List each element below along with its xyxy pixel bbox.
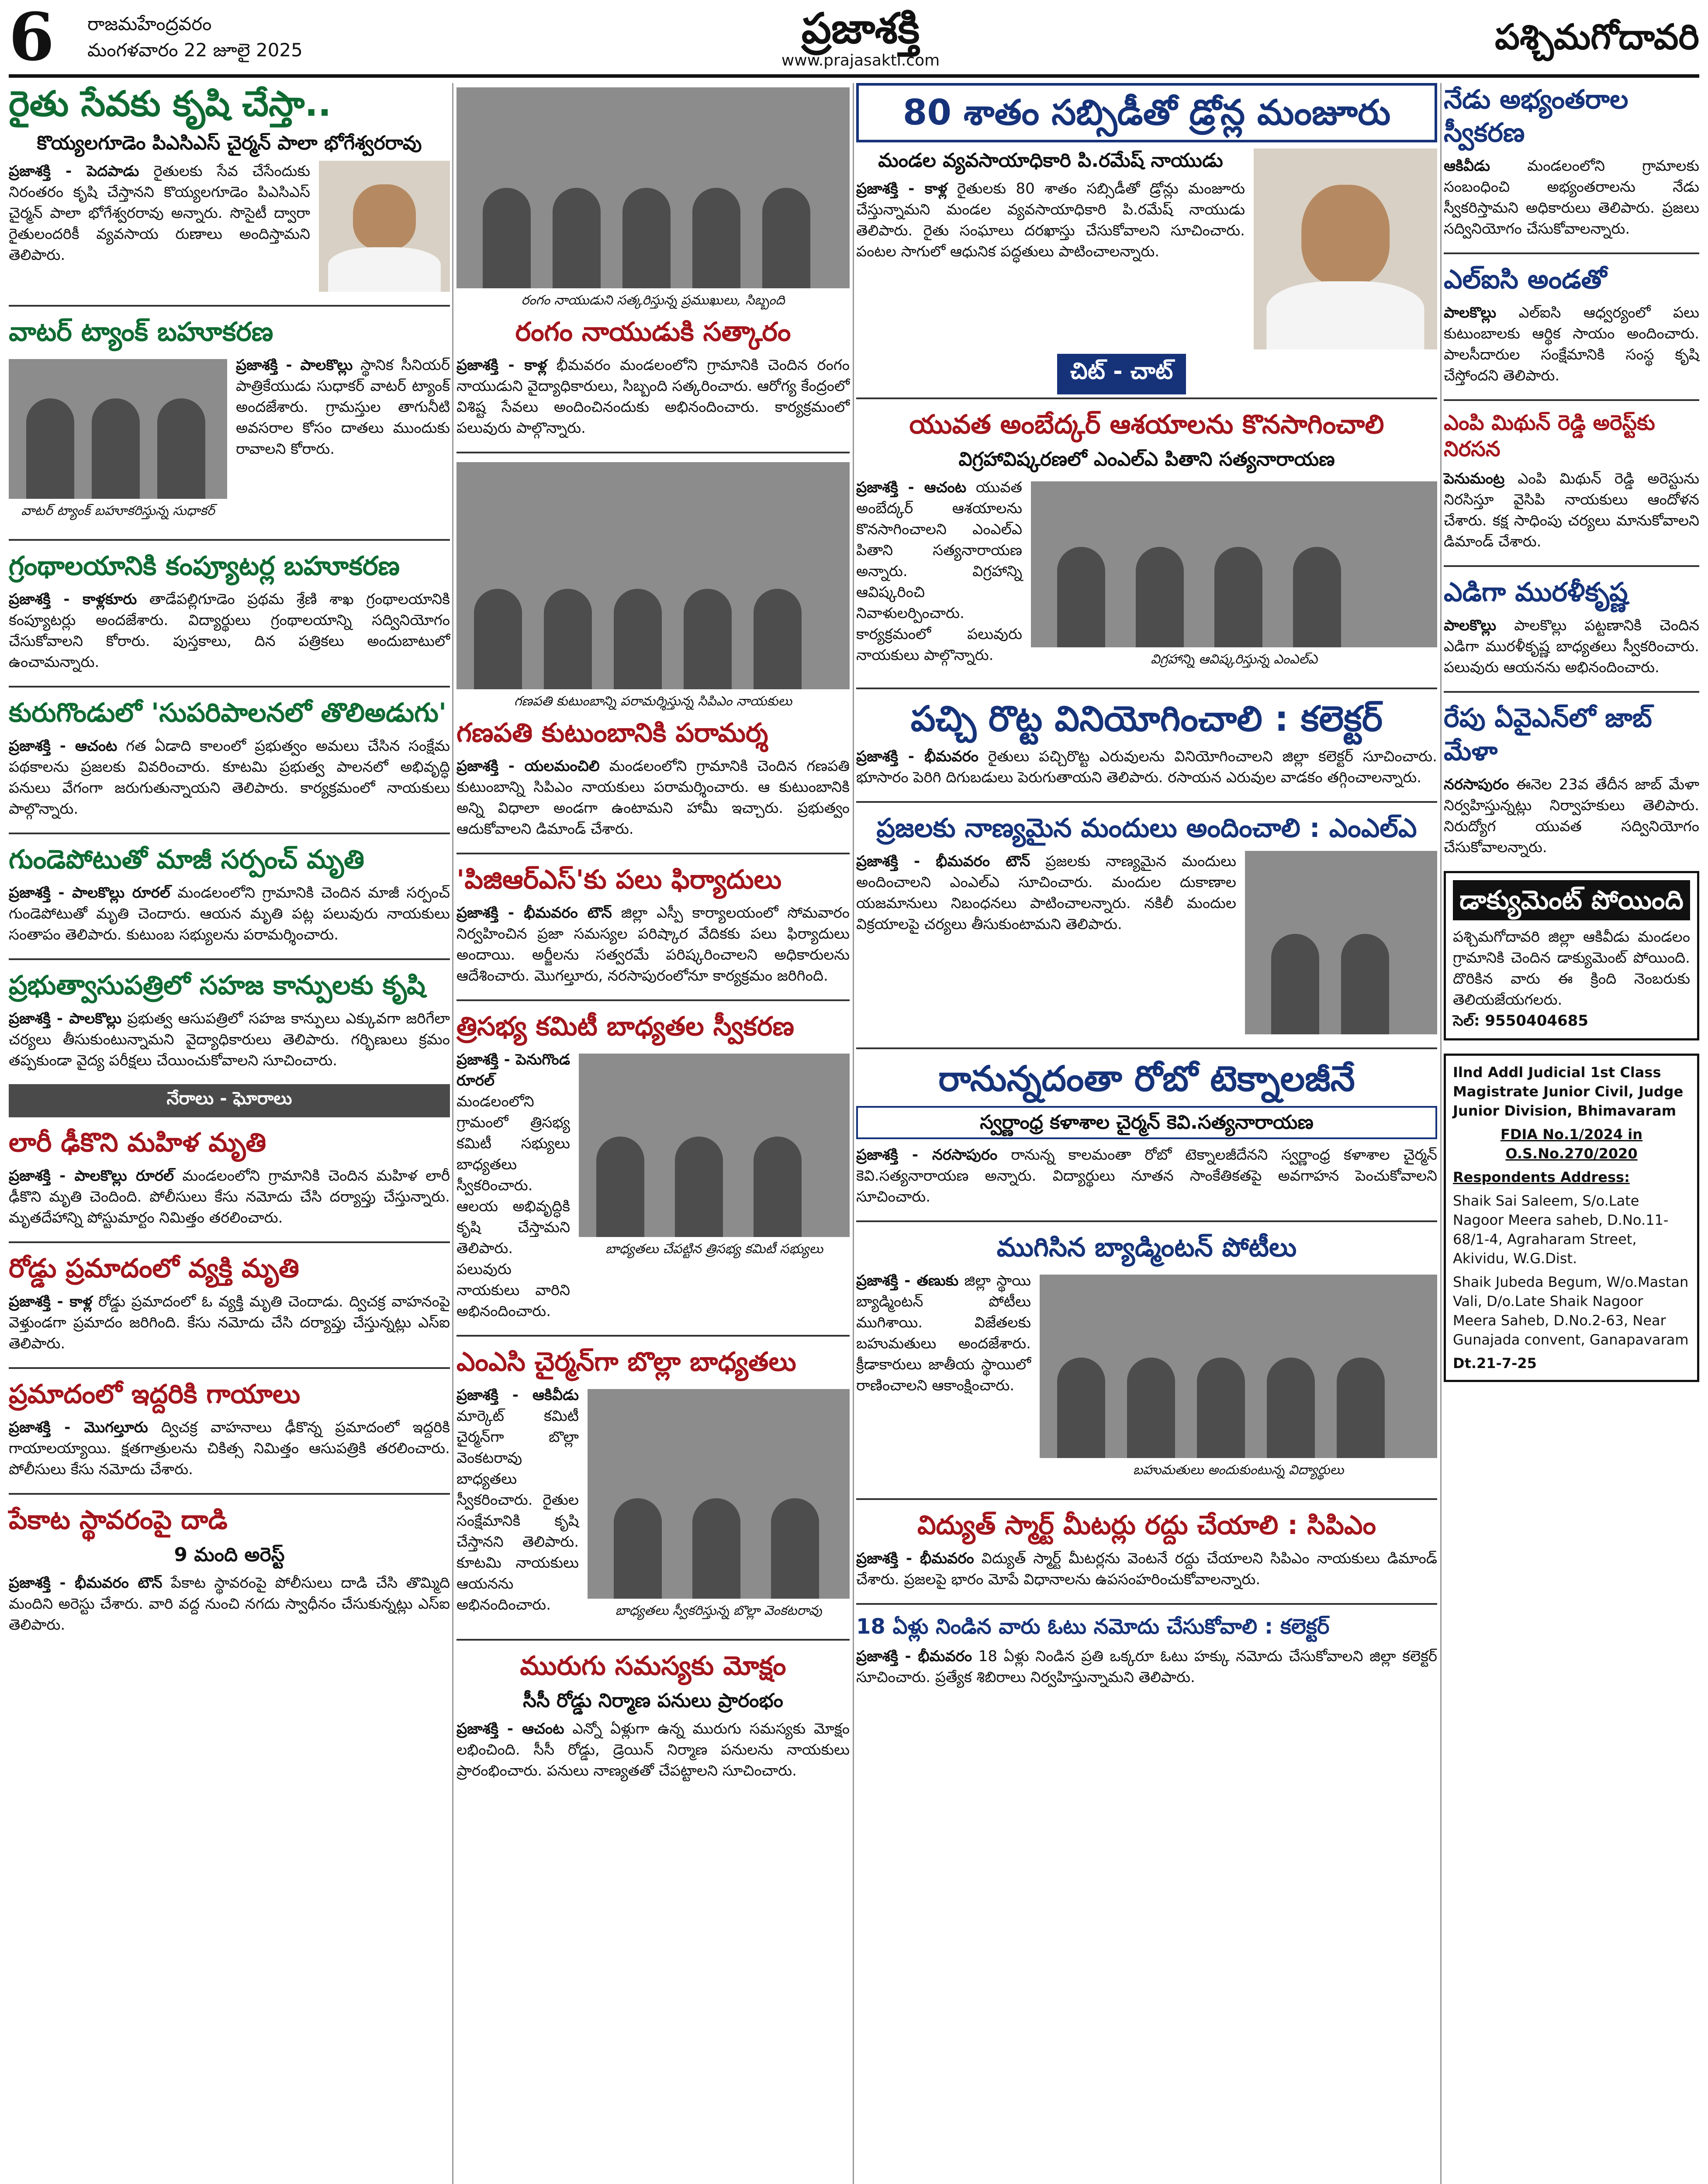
subheadline: కొయ్యలగూడెం పిఎసిఎస్ చైర్మన్ పాలా భోగేశ్వరరావు	[37, 132, 422, 154]
headline: గుండెపోటుతో మాజీ సర్పంచ్ మృతి	[9, 844, 365, 875]
masthead-url: www.prajasakti.com	[781, 52, 940, 69]
dateline: ప్రజాశక్తి - పెనుగొండ రూరల్	[456, 1051, 570, 1089]
article	[456, 462, 850, 840]
respondent-1: Shaik Sai Saleem, S/o.Late Nagoor Meera saheb, D.No.11-68/1-4, Agraharam Street, Akividu, W.G.Dist.	[1453, 1192, 1669, 1267]
headline: ఎడిగా మురళీకృష్ణ	[1444, 577, 1628, 608]
dateline: పాలకొల్లు	[1444, 304, 1497, 321]
dateline: ప్రజాశక్తి - కాళ్ల	[456, 356, 547, 374]
section-bar-crime: నేరాలు - ఘోరాలు	[9, 1084, 450, 1117]
article	[1444, 576, 1699, 678]
respondent-2: Shaik Jubeda Begum, W/o.Mastan Vali, D/o.Late Shaik Nagoor Meera Saheb, D.No.2-63, Near Gunajada convent, Ganapavaram	[1453, 1274, 1689, 1348]
case-number: FDIA No.1/2024 in O.S.No.270/2020	[1500, 1126, 1643, 1162]
dateline: ప్రజాశక్తి - మొగల్తూరు	[9, 1419, 148, 1436]
article	[856, 1509, 1437, 1590]
court-notice	[1444, 1054, 1699, 1382]
photo-caption: వాటర్ ట్యాంక్ బహూకరిస్తున్న సుధాకర్	[21, 503, 215, 518]
article-body: 18 ఏళ్లు నిండిన ప్రతి ఒక్కరూ ఓటు హక్కు నమోదు చేసుకోవాలని జిల్లా కలెక్టర్ సూచించారు. ప్రత్యేక శిబిరాలు నిర్వహిస్తున్నామని తెలిపారు.	[856, 1648, 1437, 1686]
headline: రైతు సేవకు కృషి చేస్తా..	[9, 83, 332, 124]
header-dateline	[87, 11, 303, 63]
classified-ad-lost-document	[1444, 871, 1699, 1040]
article-body: మండలంలోని గ్రామాలకు సంబంధించి అభ్యంతరాలను నేడు స్వీకరిస్తామని అధికారులు తెలిపారు. ప్రజలు సద్వినియోగం చేసుకోవాలన్నారు.	[1444, 157, 1699, 238]
news-photo	[579, 1054, 850, 1237]
article	[9, 1252, 450, 1354]
dateline: ప్రజాశక్తి - పాలకొల్లు	[236, 356, 353, 374]
article	[1444, 410, 1699, 552]
dateline: ఆకివీడు	[1444, 157, 1490, 175]
article	[9, 843, 450, 945]
court-name: Ilnd Addl Judicial 1st Class Magistrate Junior Civil, Judge Junior Division, Bhimavaram	[1453, 1064, 1684, 1119]
article-body: మార్కెట్ కమిటీ చైర్మన్‌గా బొల్లా వెంకటరావు బాధ్యతలు స్వీకరించారు. రైతుల సంక్షేమానికి కృషి చేస్తానని తెలిపారు. కూటమి నాయకులు ఆయనను అభినందించారు.	[456, 1407, 579, 1614]
photo-caption: బాధ్యతలు చేపట్టిన త్రిసభ్య కమిటీ సభ్యులు	[605, 1241, 823, 1257]
headline: వాటర్ ట్యాంక్ బహూకరణ	[9, 317, 273, 347]
article	[856, 1614, 1437, 1688]
article	[9, 1126, 450, 1228]
dateline: ప్రజాశక్తి - కాళ్ల	[856, 180, 947, 197]
column-divider	[452, 83, 453, 2184]
dateline: ప్రజాశక్తి - ఆచంట	[456, 1720, 564, 1738]
article-body: రైతులకు సేవ చేసేందుకు నిరంతరం కృషి చేస్తానని కొయ్యలగూడెం పిఎసిఎస్ చైర్మన్ పాలా భోగేశ్వరరావు అన్నారు. సొసైటీ ద్వారా రైతులందరికీ వ్యవసాయ రుణాలు అందిస్తామని తెలిపారు.	[9, 162, 310, 264]
subheadline: స్వర్ణాంధ్ర కళాశాల చైర్మన్ కెవి.సత్యనారాయణ	[856, 1106, 1437, 1139]
news-photo	[9, 359, 227, 499]
headline: విద్యుత్ స్మార్ట్ మీటర్లు రద్దు చేయాలి : సిపిఎం	[917, 1510, 1376, 1541]
subheadline: మండల వ్యవసాయాధికారి పి.రమేష్ నాయుడు	[878, 149, 1223, 172]
column-4	[1444, 83, 1699, 1382]
article-body: పాలకొల్లు పట్టణానికి చెందిన ఎడిగా మురళీకృష్ణ బాధ్యతలు స్వీకరించారు. పలువురు ఆయనను అభినందించారు.	[1444, 617, 1699, 676]
dateline: ప్రజాశక్తి - నరసాపురం	[856, 1146, 998, 1164]
article	[1444, 702, 1699, 858]
page-header	[9, 0, 1699, 78]
column-1	[9, 83, 450, 1648]
headline: 18 ఏళ్లు నిండిన వారు ఓటు నమోదు చేసుకోవాలి : కలెక్టర్	[856, 1614, 1330, 1639]
ad-body: పశ్చిమగోదావరి జిల్లా ఆకివీడు మండలం గ్రామానికి చెందిన డాక్యుమెంట్ పోయింది. దొరికిన వారు ఈ క్రింది నెంబరుకు తెలియజేయగలరు.	[1453, 928, 1690, 1009]
article-body: యువత అంబేద్కర్ ఆశయాలను కొనసాగించాలని ఎంఎల్ఎ పితాని సత్యనారాయణ అన్నారు. విగ్రహాన్ని ఆవిష్కరించి నివాళులర్పించారు. కార్యక్రమంలో పలువురు నాయకులు పాల్గొన్నారు.	[856, 479, 1023, 664]
ad-title: డాక్యుమెంట్ పోయింది	[1453, 880, 1690, 920]
article	[456, 863, 850, 986]
subheadline: విగ్రహావిష్కరణలో ఎంఎల్ఎ పితాని సత్యనారాయణ	[958, 448, 1335, 470]
article	[9, 969, 450, 1071]
article	[856, 1231, 1437, 1485]
article-body: రైతులు పచ్చిరొట్ట ఎరువులను వినియోగించాలని జిల్లా కలెక్టర్ సూచించారు. భూసారం పెరిగి దిగుబడులు పెరుగుతాయని తెలిపారు. రసాయన ఎరువుల వాడకం తగ్గించాలన్నారు.	[856, 748, 1437, 786]
subheadline: 9 మంది అరెస్ట్	[174, 1544, 285, 1566]
news-photo	[1245, 851, 1437, 1034]
article-body: రైతులకు 80 శాతం సబ్సిడీతో డ్రోన్లు మంజూరు చేస్తున్నామని మండల వ్యవసాయాధికారి పి.రమేష్ నాయుడు తెలిపారు. రైతు సంఘాలు దరఖాస్తు చేసుకోవాలని సూచించారు. పంటల సాగులో ఆధునిక పద్ధతులు పాటించాలన్నారు.	[856, 180, 1245, 260]
article-body: మండలంలోని గ్రామానికి చెందిన గణపతి కుటుంబాన్ని సిపిఎం నాయకులు పరామర్శించారు. ఆ కుటుంబానికి అన్ని విధాలా అండగా ఉంటామని హామీ ఇచ్చారు. ప్రభుత్వం ఆదుకోవాలని డిమాండ్ చేశారు.	[456, 757, 850, 838]
dateline: ప్రజాశక్తి - ఆచంట	[9, 737, 118, 755]
column-divider	[853, 83, 854, 2184]
dateline: ప్రజాశక్తి - భీమవరం	[856, 1648, 972, 1665]
dateline: ప్రజాశక్తి - భీమవరం టౌన్	[9, 1574, 163, 1592]
article	[456, 1649, 850, 1781]
photo-caption: విగ్రహాన్ని ఆవిష్కరిస్తున్న ఎంఎల్ఎ	[1151, 652, 1317, 667]
article-body: ఎన్నో ఏళ్లుగా ఉన్న మురుగు సమస్యకు మోక్షం లభించింది. సీసీ రోడ్డు, డ్రెయిన్ నిర్మాణ పనులను నాయకులు ప్రారంభించారు. పనులు నాణ్యతతో చేపట్టాలని సూచించారు.	[456, 1720, 850, 1780]
headline: రేపు ఏవైఎన్‌లో జాబ్ మేళా	[1444, 703, 1652, 767]
dateline: ప్రజాశక్తి - తణుకు	[856, 1272, 959, 1289]
dateline: పాలకొల్లు	[1444, 617, 1497, 634]
headline: మురుగు సమస్యకు మోక్షం	[520, 1651, 786, 1681]
column-divider	[1440, 83, 1442, 2184]
photo-caption: బహుమతులు అందుకుంటున్న విద్యార్థులు	[1133, 1462, 1344, 1478]
article-body: ప్రభుత్వ ఆసుపత్రిలో సహజ కాన్పులు ఎక్కువగా జరిగేలా చర్యలు తీసుకుంటున్నామని వైద్యాధికారులు తెలిపారు. గర్భిణులు క్రమం తప్పకుండా వైద్య పరీక్షలు చేయించుకోవాలని సూచించారు.	[9, 1010, 450, 1069]
headline: పేకాట స్థావరంపై దాడి	[9, 1505, 228, 1535]
portrait-photo	[1254, 149, 1437, 349]
headline: 'పిజిఆర్ఎస్'కు పలు ఫిర్యాదులు	[456, 864, 782, 895]
photo-caption: రంగం నాయుడుని సత్కరిస్తున్న ప్రముఖులు, సిబ్బంది	[521, 293, 785, 308]
dateline: ప్రజాశక్తి - పాలకొల్లు	[9, 1010, 122, 1027]
article	[1444, 263, 1699, 386]
headline: ప్రజలకు నాణ్యమైన మందులు అందించాలి : ఎంఎల్ఎ	[876, 813, 1417, 843]
dateline: ప్రజాశక్తి - భీమవరం టౌన్	[456, 904, 612, 922]
ad-contact: సెల్: 9550404685	[1453, 1012, 1588, 1030]
dateline: ప్రజాశక్తి - పాలకొల్లు రూరల్	[9, 1167, 174, 1185]
headline: ముగిసిన బ్యాడ్మింటన్ పోటీలు	[996, 1232, 1297, 1263]
dateline: ప్రజాశక్తి - భీమవరం	[856, 748, 978, 765]
portrait-photo	[319, 161, 450, 292]
notice-date: Dt.21-7-25	[1453, 1355, 1537, 1372]
article	[9, 1378, 450, 1480]
news-photo	[456, 462, 850, 689]
article-body: ఎంపి మిథున్ రెడ్డి అరెస్టును నిరసిస్తూ వైసిపి నాయకులు ఆందోళన చేశారు. కక్ష సాధింపు చర్యలు మానుకోవాలని డిమాండ్ చేశారు.	[1444, 470, 1699, 550]
article-body: రానున్న కాలమంతా రోబో టెక్నాలజీదేనని స్వర్ణాంధ్ర కళాశాల చైర్మన్ కెవి.సత్యనారాయణ అన్నారు. విద్యార్థులు నూతన సాంకేతికతపై అవగాహన పెంచుకోవాలని సూచించారు.	[856, 1146, 1437, 1206]
headline: ప్రభుత్వాసుపత్రిలో సహజ కాన్పులకు కృషి	[9, 970, 425, 1001]
article	[456, 1345, 850, 1626]
headline: గ్రంథాలయానికి కంప్యూటర్ల బహూకరణ	[9, 551, 400, 581]
header-date: మంగళవారం 22 జూలై 2025	[87, 39, 303, 61]
article-body: పేకాట స్థావరంపై పోలీసులు దాడి చేసి తొమ్మిది మందిని అరెస్టు చేశారు. వారి వద్ద నుంచి నగదు స్వాధీనం చేసుకున్నట్లు ఎస్ఐ తెలిపారు.	[9, 1574, 450, 1634]
dateline: ప్రజాశక్తి - భీమవరం టౌన్	[856, 853, 1030, 870]
dateline: ప్రజాశక్తి - పాలకొల్లు రూరల్	[9, 884, 170, 902]
article	[9, 315, 450, 526]
article	[9, 696, 450, 819]
news-photo	[1031, 481, 1437, 647]
dateline: ప్రజాశక్తి - కాళ్ల	[9, 1293, 93, 1310]
headline: యువత అంబేద్కర్ ఆశయాలను కొనసాగించాలి	[909, 409, 1384, 440]
article-body: మండలంలోని గ్రామంలో త్రిసభ్య కమిటీ సభ్యులు బాధ్యతలు స్వీకరించారు. ఆలయ అభివృద్ధికి కృషి చేస్తామని తెలిపారు. పలువురు నాయకులు వారిని అభినందించారు.	[456, 1093, 570, 1320]
article-body: జిల్లా స్థాయి బ్యాడ్మింటన్ పోటీలు ముగిశాయి. విజేతలకు బహుమతులు అందజేశారు. క్రీడాకారులు జాతీయ స్థాయిలో రాణించాలని ఆకాంక్షించారు.	[856, 1272, 1031, 1394]
dateline: ప్రజాశక్తి - పెదపాడు	[9, 162, 139, 180]
article	[456, 87, 850, 439]
headline: లారీ ఢీకొని మహిళ మృతి	[9, 1127, 266, 1158]
article	[856, 812, 1437, 1034]
article	[9, 83, 450, 292]
news-photo	[456, 87, 850, 288]
article	[9, 1503, 450, 1635]
article-body: ఎల్ఐసి ఆధ్వర్యంలో పలు కుటుంబాలకు ఆర్థిక సాయం అందించారు. పాలసీదారుల సంక్షేమానికి సంస్థ కృషి చేస్తోందని తెలిపారు.	[1444, 304, 1699, 384]
photo-caption: గణపతి కుటుంబాన్ని పరామర్శిస్తున్న సిపిఎం నాయకులు	[514, 694, 792, 709]
headline: ఎల్ఐసి అండతో	[1444, 264, 1607, 295]
column-2	[456, 83, 850, 1794]
article	[856, 1058, 1437, 1207]
headline: రానున్నదంతా రోబో టెక్నాలజీనే	[938, 1058, 1355, 1099]
headline: ప్రమాదంలో ఇద్దరికి గాయాలు	[9, 1379, 301, 1410]
dateline: పెనుమంట్ర	[1444, 470, 1505, 487]
article-body: భీమవరం మండలంలోని గ్రామానికి చెందిన రంగం నాయుడుని వైద్యాధికారులు, సిబ్బంది సత్కరించారు. ఆరోగ్య కేంద్రంలో విశిష్ట సేవలు అందించినందుకు అభినందించారు. కార్యక్రమంలో పలువురు పాల్గొన్నారు.	[456, 356, 850, 437]
headline: రంగం నాయుడుకి సత్కారం	[515, 317, 791, 347]
edition-name: పశ్చిమగోదావరి	[1495, 17, 1699, 57]
article	[856, 408, 1437, 674]
news-photo	[1040, 1275, 1437, 1458]
dateline: ప్రజాశక్తి - ఆకివీడు	[456, 1386, 579, 1404]
article	[856, 698, 1437, 788]
photo-caption: బాధ్యతలు స్వీకరిస్తున్న బొల్లా వెంకటరావు	[615, 1603, 822, 1618]
article-body: రోడ్డు ప్రమాదంలో ఓ వ్యక్తి మృతి చెందాడు. ద్విచక్ర వాహనంపై వెళ్తుండగా ప్రమాదం జరిగింది. కేసు నమోదు చేసి దర్యాప్తు చేస్తున్నట్లు ఎస్ఐ తెలిపారు.	[9, 1293, 450, 1352]
news-photo	[588, 1389, 850, 1599]
subheadline: సీసీ రోడ్డు నిర్మాణ పనులు ప్రారంభం	[523, 1690, 783, 1712]
dateline: నరసాపురం	[1444, 776, 1509, 793]
headline: గణపతి కుటుంబానికి పరామర్శ	[456, 718, 768, 748]
article-body: మండలంలోని గ్రామానికి చెందిన మాజీ సర్పంచ్ గుండెపోటుతో మృతి చెందారు. ఆయన మృతి పట్ల పలువురు నాయకులు సంతాపం తెలిపారు. కుటుంబ సభ్యులను పరామర్శించారు.	[9, 884, 450, 943]
column-3	[856, 83, 1437, 1701]
article-body: స్థానిక సీనియర్ పాత్రికేయుడు సుధాకర్ వాటర్ ట్యాంక్ అందజేశారు. గ్రామస్తుల తాగునీటి అవసరాల కోసం దాతలు ముందుకు రావాలని కోరారు.	[236, 356, 450, 458]
header-city: రాజమహేంద్రవరం	[87, 13, 212, 35]
chit-chat-badge: చిట్ - చాట్	[1057, 354, 1186, 394]
article-body: గత ఏడాది కాలంలో ప్రభుత్వం అమలు చేసిన సంక్షేమ పథకాలను ప్రజలకు వివరించారు. కూటమి ప్రభుత్వ పాలనలో అభివృద్ధి పనులు వేగంగా జరుగుతున్నాయని తెలిపారు. కార్యక్రమంలో నాయకులు పాల్గొన్నారు.	[9, 737, 450, 818]
dateline: ప్రజాశక్తి - ఆచంట	[856, 479, 967, 496]
respondents-heading: Respondents Address:	[1453, 1169, 1630, 1185]
article-body: మండలంలోని గ్రామానికి చెందిన మహిళ లారీ ఢీకొని మృతి చెందింది. పోలీసులు కేసు నమోదు చేసి దర్యాప్తు చేస్తున్నారు. మృతదేహాన్ని పోస్టుమార్టం నిమిత్తం తరలించారు.	[9, 1167, 450, 1227]
dateline: ప్రజాశక్తి - యలమంచిలి	[456, 757, 600, 775]
article-body: విద్యుత్ స్మార్ట్ మీటర్లను వెంటనే రద్దు చేయాలని సిపిఎం నాయకులు డిమాండ్ చేశారు. ప్రజలపై భారం మోపే విధానాలను ఉపసంహరించుకోవాలన్నారు.	[856, 1550, 1437, 1588]
article	[9, 549, 450, 673]
headline: త్రిసభ్య కమిటీ బాధ్యతల స్వీకరణ	[456, 1011, 795, 1042]
article-body: ద్విచక్ర వాహనాలు ఢీకొన్న ప్రమాదంలో ఇద్దరికి గాయాలయ్యాయి. క్షతగాత్రులను చికిత్స నిమిత్తం ఆసుపత్రికి తరలించారు. పోలీసులు కేసు నమోదు చేశారు.	[9, 1419, 450, 1478]
headline: పచ్చి రొట్ట వినియోగించాలి : కలెక్టర్	[910, 698, 1383, 739]
article	[456, 1010, 850, 1322]
dateline: ప్రజాశక్తి - కాళ్లకూరు	[9, 591, 137, 608]
headline: కురుగొండులో 'సుపరిపాలనలో తొలిఅడుగు'	[9, 698, 447, 728]
headline: 80 శాతం సబ్సిడీతో డ్రోన్ల మంజూరు	[856, 83, 1437, 142]
article-body: జిల్లా ఎస్పీ కార్యాలయంలో సోమవారం నిర్వహించిన ప్రజా సమస్యల పరిష్కార వేదికకు పలు ఫిర్యాదులు అందాయి. అర్జీలను సత్వరమే పరిష్కరించాలని అధికారులను ఆదేశించారు. మొగల్తూరు, నరసాపురంలోనూ కార్యక్రమం జరిగింది.	[456, 904, 850, 985]
article	[856, 83, 1437, 384]
dateline: ప్రజాశక్తి - భీమవరం	[856, 1550, 974, 1567]
headline: నేడు అభ్యంతరాల స్వీకరణ	[1444, 84, 1628, 148]
headline: ఎంఎసి చైర్మన్‌గా బొల్లా బాధ్యతలు	[456, 1347, 796, 1377]
page-number: 6	[9, 0, 55, 76]
masthead-logo: ప్రజాశక్తి	[801, 3, 920, 53]
article	[1444, 83, 1699, 239]
article-body: తాడేపల్లిగూడెం ప్రథమ శ్రేణి శాఖ గ్రంథాలయానికి కంప్యూటర్లు అందజేశారు. విద్యార్థులు గ్రంథాలయాన్ని సద్వినియోగం చేసుకోవాలని కోరారు. పుస్తకాలు, దిన పత్రికలు అందుబాటులో ఉంచామన్నారు.	[9, 591, 450, 671]
headline: రోడ్డు ప్రమాదంలో వ్యక్తి మృతి	[9, 1253, 299, 1284]
article-body: ఈనెల 23వ తేదీన జాబ్ మేళా నిర్వహిస్తున్నట్లు నిర్వాహకులు తెలిపారు. నిరుద్యోగ యువత సద్వినియోగం చేసుకోవాలన్నారు.	[1444, 776, 1700, 856]
article-body: ప్రజలకు నాణ్యమైన మందులు అందించాలని ఎంఎల్ఎ సూచించారు. మందుల దుకాణాల యజమానులు నిబంధనలు పాటించాలన్నారు. నకిలీ మందుల విక్రయాలపై చర్యలు తీసుకుంటామని తెలిపారు.	[856, 853, 1236, 933]
headline: ఎంపి మిథున్ రెడ్డి అరెస్ట్‌కు నిరసన	[1444, 411, 1655, 461]
